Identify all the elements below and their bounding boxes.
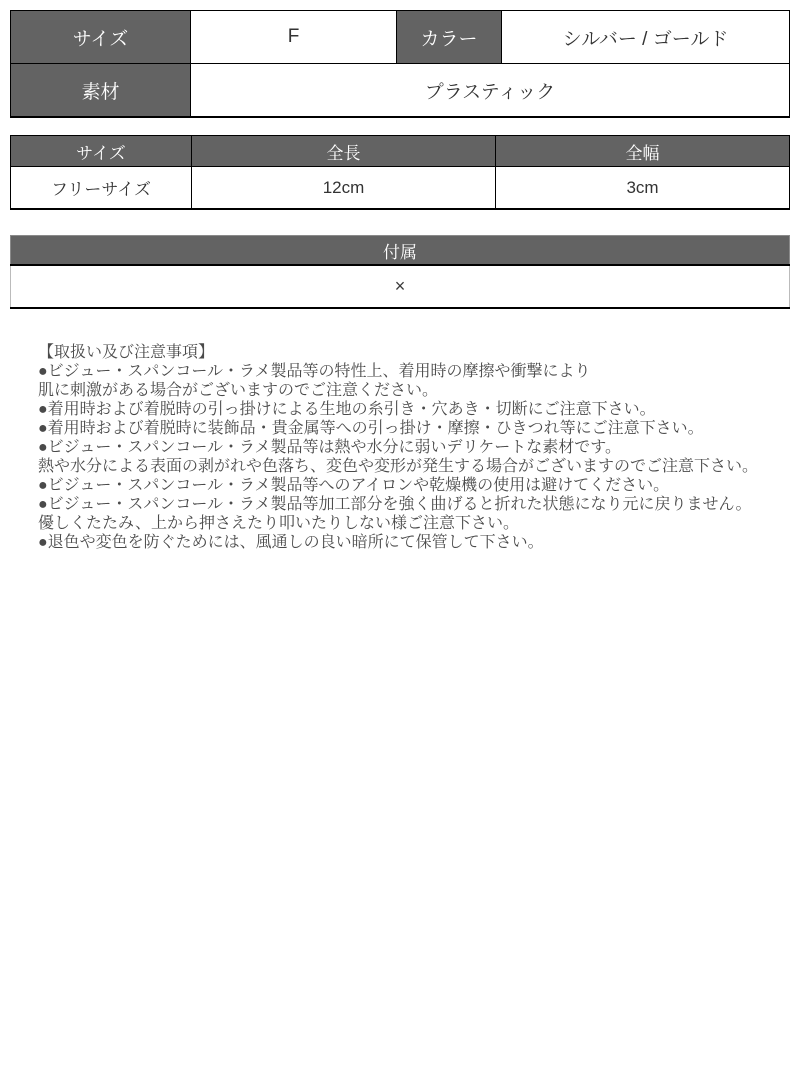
dim-header-length: 全長 [192,136,496,167]
dim-size-value: フリーサイズ [11,167,192,210]
notice-line: ●ビジュー・スパンコール・ラメ製品等の特性上、着用時の摩擦や衝撃により [38,363,591,380]
notice-line: 熱や水分による表面の剥がれや色落ち、変色や変形が発生する場合がございますのでご注意下さい。 [38,458,759,475]
dim-length-value: 12cm [192,167,496,210]
notice-line: ●ビジュー・スパンコール・ラメ製品等加工部分を強く曲げると折れた状態になり元に戻りません。 [38,496,752,513]
spec-table [10,10,790,118]
notice-title: 【取扱い及び注意事項】 [38,344,215,361]
accessories-value: × [11,265,790,308]
table-row [11,236,790,266]
material-value: プラスティック [191,64,790,118]
table-row [11,64,790,118]
table-row [11,167,790,210]
notice-line: ●ビジュー・スパンコール・ラメ製品等は熱や水分に弱いデリケートな素材です。 [38,439,621,456]
notice-line: ●着用時および着脱時の引っ掛けによる生地の糸引き・穴あき・切断にご注意下さい。 [38,401,656,418]
dim-header-size: サイズ [11,136,192,167]
dimensions-table [10,135,790,210]
dim-header-width: 全幅 [496,136,790,167]
table-row [11,11,790,64]
size-value: F [191,11,397,64]
color-value: シルバー / ゴールド [502,11,790,64]
table-row [11,265,790,308]
notice-line: 優しくたたみ、上から押さえたり叩いたりしない様ご注意下さい。 [38,515,519,532]
color-label: カラー [397,11,502,64]
product-spec-page [0,10,800,1077]
notice-line: ●着用時および着脱時に装飾品・貴金属等への引っ掛け・摩擦・ひきつれ等にご注意下さい。 [38,420,704,437]
dim-width-value: 3cm [496,167,790,210]
accessories-table [10,235,790,309]
table-row [11,136,790,167]
notice-line: 肌に刺激がある場合がございますのでご注意ください。 [38,382,439,399]
notice-line: ●退色や変色を防ぐためには、風通しの良い暗所にて保管して下さい。 [38,534,544,551]
material-label: 素材 [11,64,191,118]
notice-line: ●ビジュー・スパンコール・ラメ製品等へのアイロンや乾燥機の使用は避けてください。 [38,477,670,494]
accessories-header: 付属 [11,236,790,266]
care-notice [38,343,772,552]
size-label: サイズ [11,11,191,64]
